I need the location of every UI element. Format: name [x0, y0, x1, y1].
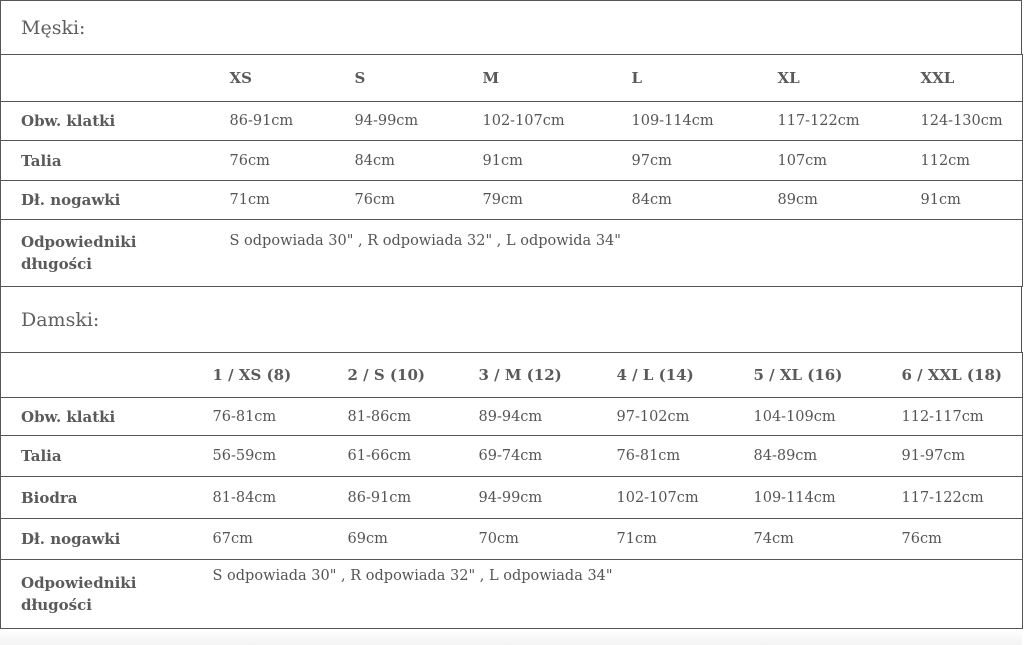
- table-cell: 71cm: [230, 181, 355, 220]
- table-cell: 97cm: [632, 141, 778, 181]
- womens-header-cell: 5 / XL (16): [754, 353, 902, 398]
- table-cell: 91cm: [483, 141, 632, 181]
- table-cell: 94-99cm: [355, 102, 483, 141]
- table-cell: 97-102cm: [617, 398, 754, 436]
- table-cell: 91-97cm: [902, 436, 1023, 477]
- length-note-label-line2: długości: [21, 596, 92, 614]
- table-cell: 102-107cm: [483, 102, 632, 141]
- womens-header-cell: [1, 353, 213, 398]
- row-label: Biodra: [1, 477, 213, 519]
- table-cell: 86-91cm: [348, 477, 479, 519]
- length-note-text: S odpowiada 30" , R odpowiada 32" , L odpowiada 34": [213, 560, 1023, 629]
- table-cell: 109-114cm: [632, 102, 778, 141]
- table-cell: 76cm: [902, 519, 1023, 560]
- mens-header-cell: [1, 55, 230, 102]
- table-cell: 67cm: [213, 519, 348, 560]
- table-cell: 112-117cm: [902, 398, 1023, 436]
- mens-header-cell: XL: [778, 55, 921, 102]
- table-cell: 94-99cm: [479, 477, 617, 519]
- table-cell: 56-59cm: [213, 436, 348, 477]
- table-row: [1, 398, 1023, 436]
- table-row: [1, 477, 1023, 519]
- mens-header-cell: L: [632, 55, 778, 102]
- table-row: [1, 102, 1023, 141]
- womens-header-cell: 3 / M (12): [479, 353, 617, 398]
- page-bottom-edge: [0, 629, 1022, 645]
- mens-size-table: [0, 54, 1023, 287]
- row-label: Dł. nogawki: [1, 181, 230, 220]
- table-cell: 117-122cm: [778, 102, 921, 141]
- mens-header-cell: XXL: [921, 55, 1023, 102]
- table-cell: 91cm: [921, 181, 1023, 220]
- table-cell: 89-94cm: [479, 398, 617, 436]
- mens-section-title: Męski:: [0, 0, 1022, 55]
- table-cell: 76-81cm: [617, 436, 754, 477]
- womens-header-cell: 2 / S (10): [348, 353, 479, 398]
- row-label: Dł. nogawki: [1, 519, 213, 560]
- row-label: Talia: [1, 141, 230, 181]
- row-label: Talia: [1, 436, 213, 477]
- table-cell: 107cm: [778, 141, 921, 181]
- table-cell: 84-89cm: [754, 436, 902, 477]
- length-note-label: [1, 560, 213, 629]
- table-cell: 70cm: [479, 519, 617, 560]
- length-note-label-line1: Odpowiedniki: [21, 233, 137, 251]
- womens-header-cell: 4 / L (14): [617, 353, 754, 398]
- table-cell: 84cm: [632, 181, 778, 220]
- mens-header-cell: XS: [230, 55, 355, 102]
- womens-header-row: [1, 353, 1023, 398]
- table-cell: 117-122cm: [902, 477, 1023, 519]
- table-cell: 76cm: [230, 141, 355, 181]
- table-cell: 74cm: [754, 519, 902, 560]
- table-cell: 79cm: [483, 181, 632, 220]
- length-note-row: [1, 560, 1023, 629]
- table-cell: 102-107cm: [617, 477, 754, 519]
- row-label: Obw. klatki: [1, 398, 213, 436]
- table-cell: 69cm: [348, 519, 479, 560]
- womens-header-cell: 6 / XXL (18): [902, 353, 1023, 398]
- table-cell: 124-130cm: [921, 102, 1023, 141]
- table-cell: 84cm: [355, 141, 483, 181]
- table-cell: 61-66cm: [348, 436, 479, 477]
- mens-header-cell: M: [483, 55, 632, 102]
- length-note-label: [1, 220, 230, 287]
- table-cell: 104-109cm: [754, 398, 902, 436]
- table-cell: 89cm: [778, 181, 921, 220]
- table-row: [1, 436, 1023, 477]
- womens-section-title: Damski:: [0, 286, 1022, 353]
- womens-size-table: [0, 352, 1023, 629]
- mens-header-row: [1, 55, 1023, 102]
- womens-header-cell: 1 / XS (8): [213, 353, 348, 398]
- length-note-label-line2: długości: [21, 255, 92, 273]
- table-row: [1, 181, 1023, 220]
- mens-header-cell: S: [355, 55, 483, 102]
- table-row: [1, 519, 1023, 560]
- table-cell: 81-84cm: [213, 477, 348, 519]
- length-note-label-line1: Odpowiedniki: [21, 574, 137, 592]
- table-cell: 81-86cm: [348, 398, 479, 436]
- table-cell: 76-81cm: [213, 398, 348, 436]
- table-cell: 76cm: [355, 181, 483, 220]
- length-note-text: S odpowiada 30" , R odpowiada 32" , L odpowida 34": [230, 220, 1023, 287]
- table-cell: 69-74cm: [479, 436, 617, 477]
- table-cell: 86-91cm: [230, 102, 355, 141]
- row-label: Obw. klatki: [1, 102, 230, 141]
- length-note-row: [1, 220, 1023, 287]
- table-cell: 109-114cm: [754, 477, 902, 519]
- table-row: [1, 141, 1023, 181]
- table-cell: 71cm: [617, 519, 754, 560]
- table-cell: 112cm: [921, 141, 1023, 181]
